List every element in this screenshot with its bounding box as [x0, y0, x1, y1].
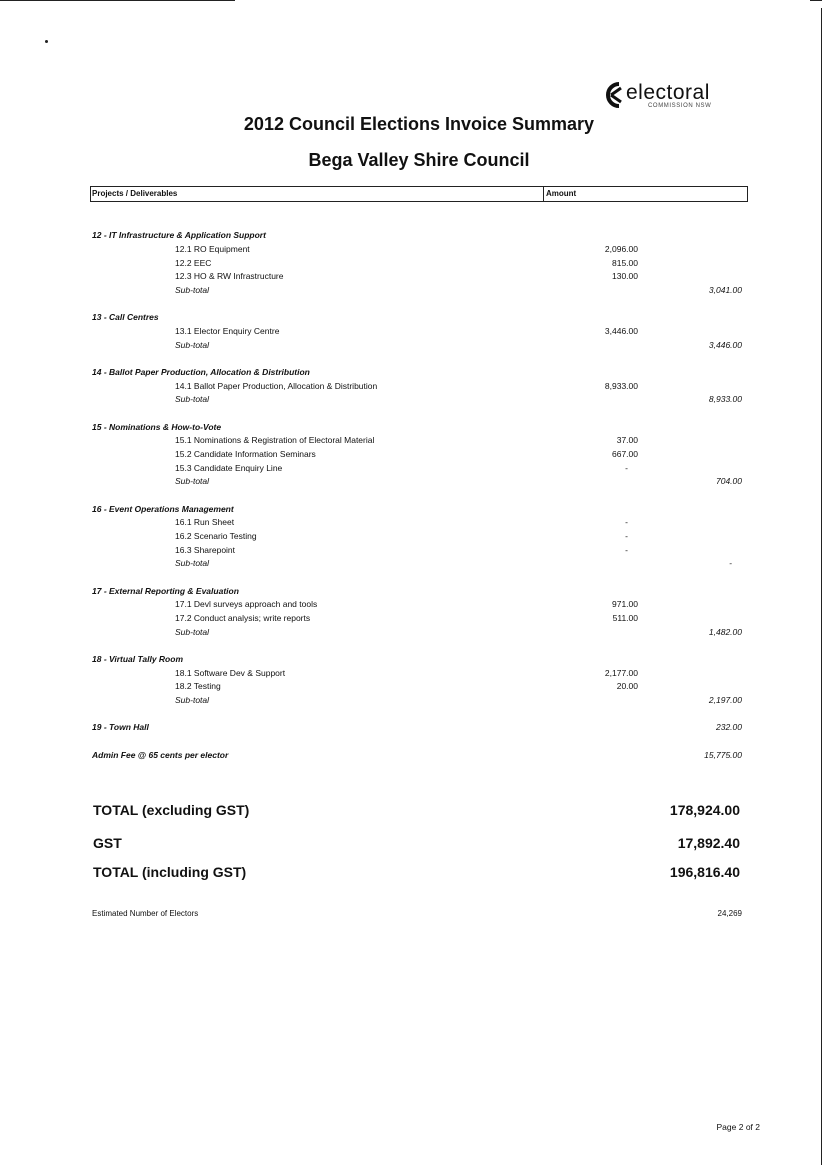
admin-fee-label: Admin Fee @ 65 cents per elector: [92, 750, 229, 760]
item-label: 17.1 Devl surveys approach and tools: [175, 599, 318, 609]
item-amount: 37.00: [616, 435, 638, 445]
item-amount: 2,177.00: [604, 668, 638, 678]
section-title: 13 - Call Centres: [92, 312, 159, 322]
item-amount: 667.00: [612, 449, 638, 459]
total-excl-gst-amount: 178,924.00: [669, 802, 740, 818]
header-divider: [543, 187, 544, 201]
header-projects: Projects / Deliverables: [92, 189, 178, 198]
subtotal-label: Sub-total: [175, 627, 210, 637]
item-label: 12.1 RO Equipment: [175, 244, 250, 254]
item-label: 18.1 Software Dev & Support: [175, 668, 286, 678]
electors-label: Estimated Number of Electors: [92, 909, 199, 918]
subtotal-amount: 8,933.00: [708, 394, 742, 404]
town-hall-amount: 232.00: [716, 722, 742, 732]
item-label: 18.2 Testing: [175, 681, 221, 691]
scan-edge-right: [821, 8, 822, 1165]
item-label: 16.1 Run Sheet: [175, 517, 235, 527]
total-excl-gst-label: TOTAL (excluding GST): [93, 802, 250, 818]
item-label: 13.1 Elector Enquiry Centre: [175, 326, 280, 336]
total-incl-gst-label: TOTAL (including GST): [93, 864, 247, 880]
section-title: 16 - Event Operations Management: [92, 504, 234, 514]
item-label: 12.3 HO & RW Infrastructure: [175, 271, 284, 281]
admin-fee-amount: 15,775.00: [704, 750, 742, 760]
item-label: 14.1 Ballot Paper Production, Allocation & Distribution: [175, 381, 378, 391]
document-title: 2012 Council Elections Invoice Summary: [243, 114, 595, 134]
subtotal-label: Sub-total: [175, 558, 210, 568]
item-amount: 8,933.00: [604, 381, 638, 391]
subtotal-label: Sub-total: [175, 340, 210, 350]
subtotal-amount: 2,197.00: [708, 695, 742, 705]
town-hall-label: 19 - Town Hall: [92, 722, 149, 732]
item-amount: 815.00: [612, 258, 638, 268]
item-amount: 130.00: [612, 271, 638, 281]
subtotal-label: Sub-total: [175, 285, 210, 295]
scan-speck: [45, 40, 48, 43]
subtotal-amount: 3,446.00: [708, 340, 742, 350]
document-subtitle: Bega Valley Shire Council: [308, 150, 530, 170]
subtotal-label: Sub-total: [175, 695, 210, 705]
item-amount: -: [625, 545, 628, 555]
section-title: 12 - IT Infrastructure & Application Support: [92, 230, 266, 240]
subtotal-amount: -: [729, 558, 732, 568]
section-title: 17 - External Reporting & Evaluation: [92, 586, 239, 596]
subtotal-amount: 3,041.00: [708, 285, 742, 295]
gst-label: GST: [93, 835, 122, 851]
item-amount: -: [625, 463, 628, 473]
item-label: 17.2 Conduct analysis; write reports: [175, 613, 311, 623]
logo-word: electoral: [626, 81, 710, 104]
gst-amount: 17,892.40: [677, 835, 740, 851]
header-amount: Amount: [546, 189, 577, 198]
item-amount: 971.00: [612, 599, 638, 609]
total-incl-gst-amount: 196,816.40: [669, 864, 740, 880]
item-amount: -: [625, 517, 628, 527]
item-label: 15.2 Candidate Information Seminars: [175, 449, 316, 459]
item-label: 15.3 Candidate Enquiry Line: [175, 463, 283, 473]
item-label: 12.2 EEC: [175, 258, 212, 268]
electors-value: 24,269: [717, 909, 742, 918]
section-title: 18 - Virtual Tally Room: [92, 654, 184, 664]
electoral-logo-icon: [600, 80, 626, 110]
item-amount: 2,096.00: [604, 244, 638, 254]
page-number: Page 2 of 2: [716, 1122, 760, 1132]
item-label: 16.2 Scenario Testing: [175, 531, 257, 541]
table-header: [90, 186, 748, 202]
subtotal-label: Sub-total: [175, 394, 210, 404]
subtotal-amount: 704.00: [716, 476, 742, 486]
section-title: 14 - Ballot Paper Production, Allocation & Distribution: [92, 367, 310, 377]
item-amount: 20.00: [616, 681, 638, 691]
electoral-commission-logo: [600, 80, 750, 114]
section-title: 15 - Nominations & How-to-Vote: [92, 422, 222, 432]
item-label: 16.3 Sharepoint: [175, 545, 236, 555]
scan-edge-top: [0, 0, 235, 1]
item-amount: -: [625, 531, 628, 541]
item-label: 15.1 Nominations & Registration of Electoral Material: [175, 435, 375, 445]
subtotal-label: Sub-total: [175, 476, 210, 486]
logo-subtext: COMMISSION NSW: [648, 103, 712, 109]
subtotal-amount: 1,482.00: [708, 627, 742, 637]
item-amount: 3,446.00: [604, 326, 638, 336]
item-amount: 511.00: [612, 613, 638, 623]
